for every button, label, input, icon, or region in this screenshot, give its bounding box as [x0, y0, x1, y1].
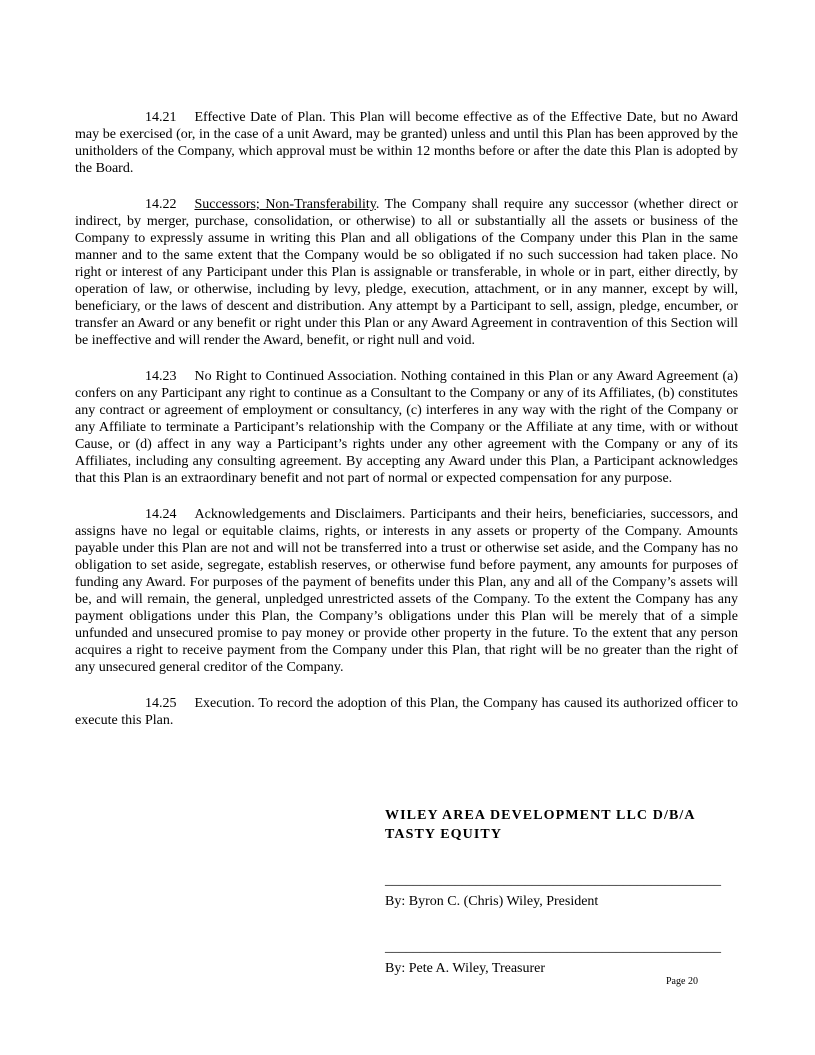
section-14-25 — [75, 695, 738, 729]
section-title: Successors; Non-Transferability — [194, 197, 376, 212]
section-14-23 — [75, 368, 738, 487]
section-title: Effective Date of Plan. — [194, 110, 326, 125]
company-name-line-1: WILEY AREA DEVELOPMENT LLC D/B/A — [385, 808, 696, 823]
company-name-line-2: TASTY EQUITY — [385, 827, 503, 842]
page-number: Page 20 — [666, 976, 698, 987]
document-body — [75, 109, 738, 748]
section-number: 14.24 — [145, 507, 177, 522]
section-title: Acknowledgements and Disclaimers. — [194, 507, 406, 522]
section-title: Execution. — [194, 696, 255, 711]
section-body-text: The Company shall require any successor (whether direct or indirect, by merger, purchase, consolidation, or otherwise) to all or substantially all the assets or business of the Company to expressly assume in writing this Plan and all obligations of the Company under this Plan in the same manner and to the same extent that the Company would be so obligated if no such succession had taken place. No right or interest of any Participant under this Plan is assignable or transferable, in whole or in part, either directly, by operation of law, or otherwise, including by levy, pledge, execution, attachment, or in any manner, except by will, beneficiary, or the laws of descent and distribution. Any attempt by a Participant to sell, assign, pledge, encumber, or transfer an Award or any benefit or right under this Plan or any Award Agreement in contravention of this Section will be ineffective and will render the Award, benefit, or right null and void. — [75, 197, 738, 348]
signer-by-line-treasurer: By: Pete A. Wiley, Treasurer — [385, 961, 546, 976]
signature-company-name — [385, 806, 740, 844]
section-body-text: To record the adoption of this Plan, the Company has caused its authorized officer to execute this Plan. — [75, 696, 739, 728]
section-14-21 — [75, 109, 738, 177]
section-body-text: This Plan will become effective as of the Effective Date, but no Award may be exercised (or, in the case of a unit Award, may be granted) unless and until this Plan has been approved by the unitholders of the Company, which approval must be within 12 months before or after the date this Plan is adopted by the Board. — [75, 110, 739, 176]
section-number: 14.22 — [145, 197, 177, 212]
signature-line-treasurer: ________________________________________________ — [385, 940, 721, 955]
section-title: No Right to Continued Association. — [194, 369, 397, 384]
section-body-text: Participants and their heirs, beneficiaries, successors, and assigns have no legal or equitable claims, rights, or interests in any assets or property of the Company. Amounts payable under this Plan are not and will not be transferred into a trust or otherwise set aside, and the Company has no obligation to set aside, segregate, establish reserves, or otherwise fund before payment, any amounts for purposes of funding any Award. For purposes of the payment of benefits under this Plan, any and all of the Company’s assets will be, and will remain, the general, unpledged unrestricted assets of the Company. To the extent the Company has any payment obligations under this Plan, the Company’s obligations under this Plan will be merely that of a simple unfunded and unsecured promise to pay money or provide other property in the future. To the extent that any person acquires a right to receive payment from the Company under this Plan, that right will be no greater than the right of any unsecured general creditor of the Company. — [75, 507, 738, 675]
section-number: 14.23 — [145, 369, 177, 384]
section-14-24 — [75, 506, 738, 676]
section-body-text: Nothing contained in this Plan or any Award Agreement (a) confers on any Participant any right to continue as a Consultant to the Company or any of its Affiliates, (b) constitutes any contract or agreement of employment or consultancy, (c) interferes in any way with the right of the Company or any Affiliate to terminate a Participant’s relationship with the Company or the Affiliate at any time, with or without Cause, or (d) affect in any way a Participant’s rights under any other agreement with the Company or any of its Affiliates, including any consulting agreement. By accepting any Award under this Plan, a Participant acknowledges that this Plan is an extraordinary benefit and not part of normal or expected compensation for any purpose. — [75, 369, 739, 486]
signature-line-president: ________________________________________________ — [385, 873, 721, 888]
section-number: 14.21 — [145, 110, 177, 125]
section-number: 14.25 — [145, 696, 177, 711]
signer-by-line-president: By: Byron C. (Chris) Wiley, President — [385, 894, 599, 909]
section-title-suffix: . — [375, 197, 380, 212]
section-14-22 — [75, 196, 738, 349]
